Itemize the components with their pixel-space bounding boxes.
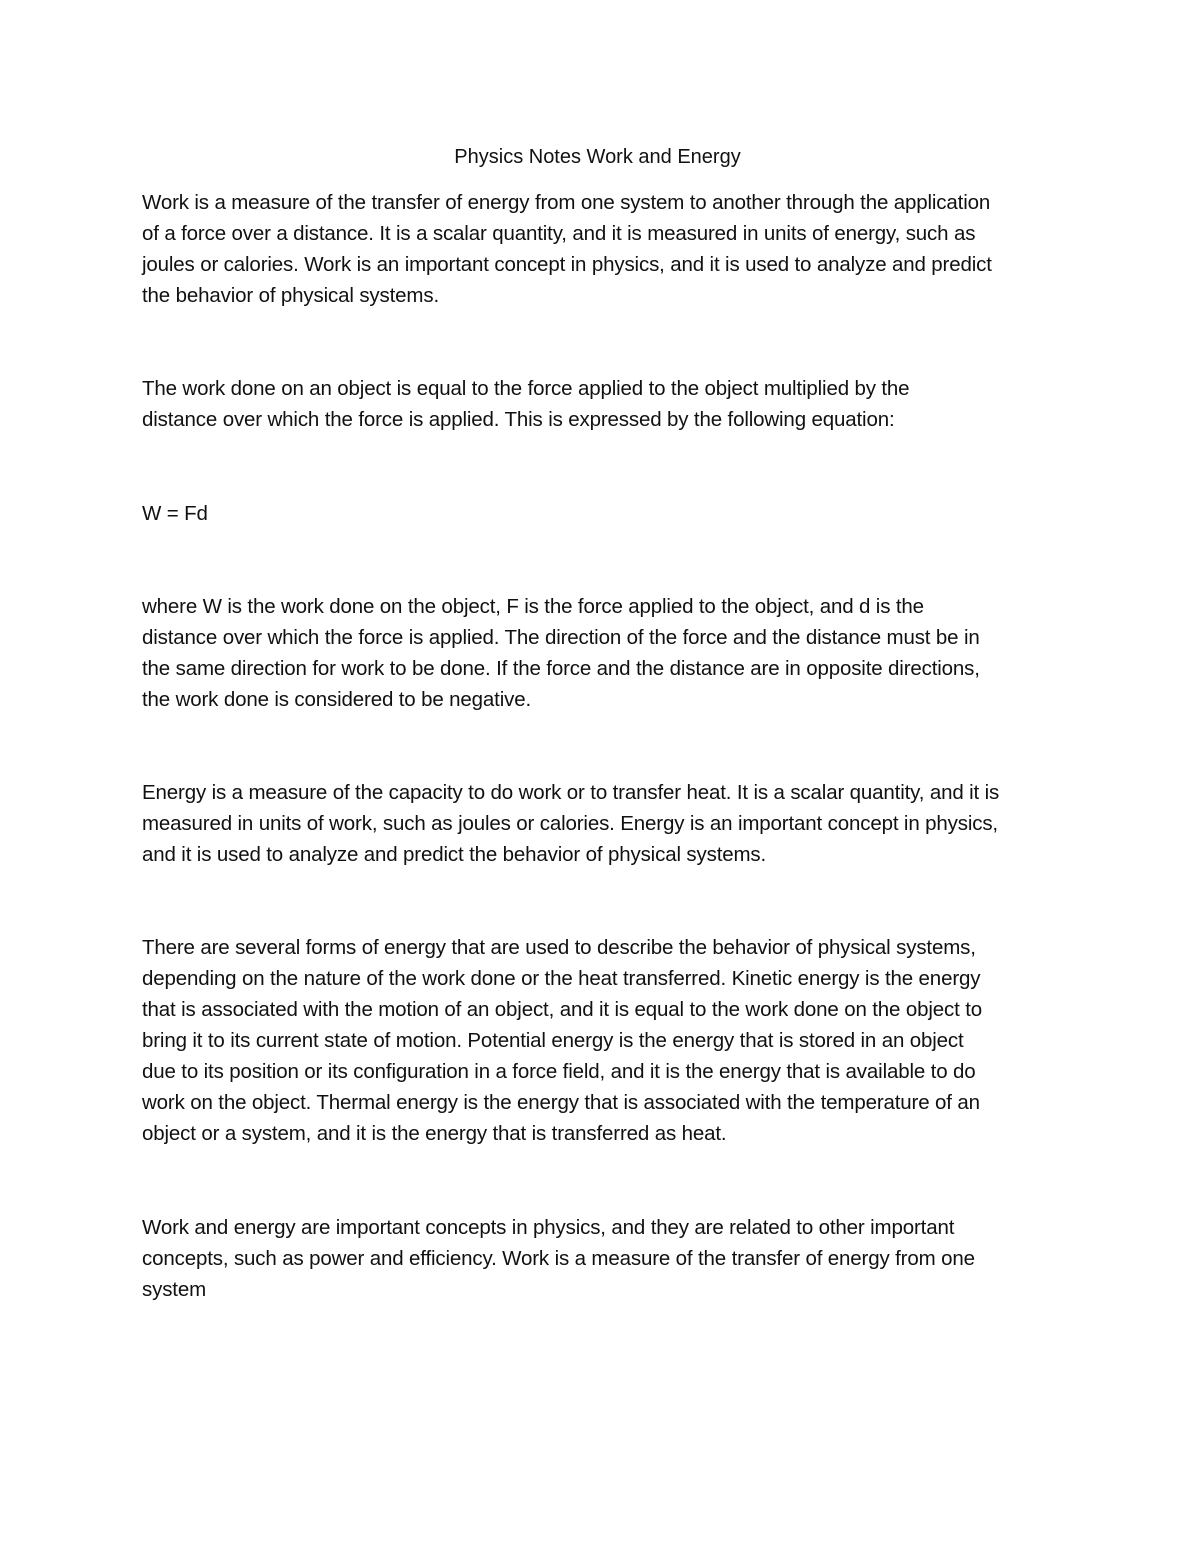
paragraph-line: Work and energy are important concepts in physics, and they are related to other important [142, 1216, 955, 1239]
paragraph-line: the same direction for work to be done. If the force and the distance are in opposite directions, [142, 657, 980, 680]
paragraph-line: depending on the nature of the work done or the heat transferred. Kinetic energy is the energy [142, 967, 981, 990]
paragraph-line: system [142, 1278, 207, 1301]
paragraph-line: There are several forms of energy that are used to describe the behavior of physical systems, [142, 936, 976, 959]
paragraph-line: joules or calories. Work is an important concept in physics, and it is used to analyze and predict [142, 253, 992, 276]
paragraph-line: concepts, such as power and efficiency. Work is a measure of the transfer of energy from one [142, 1247, 975, 1270]
paragraph-line: bring it to its current state of motion. Potential energy is the energy that is stored in an object [142, 1029, 964, 1052]
paragraph-forms-of-energy [142, 932, 1072, 1149]
paragraph-equation-explanation [142, 591, 1072, 715]
paragraph-line: distance over which the force is applied. The direction of the force and the distance must be in [142, 626, 980, 649]
paragraph-line: and it is used to analyze and predict the behavior of physical systems. [142, 843, 767, 866]
paragraph-line: Energy is a measure of the capacity to do work or to transfer heat. It is a scalar quantity, and it is [142, 781, 1000, 804]
paragraph-energy-definition [142, 777, 1072, 870]
paragraph-line: due to its position or its configuration in a force field, and it is the energy that is available to do [142, 1060, 976, 1083]
equation-line: W = Fd [142, 502, 208, 525]
paragraph-line: the work done is considered to be negative. [142, 688, 531, 711]
paragraph-line: Work is a measure of the transfer of energy from one system to another through the application [142, 191, 991, 214]
paragraph-work-done [142, 373, 1072, 435]
paragraph-line: distance over which the force is applied. This is expressed by the following equation: [142, 408, 895, 431]
paragraph-line: work on the object. Thermal energy is the energy that is associated with the temperature of an [142, 1091, 980, 1114]
paragraph-line: that is associated with the motion of an object, and it is equal to the work done on the object to [142, 998, 982, 1021]
equation [142, 498, 1072, 529]
paragraph-line: where W is the work done on the object, F is the force applied to the object, and d is the [142, 595, 924, 618]
paragraph-line: the behavior of physical systems. [142, 284, 439, 307]
paragraph-line: object or a system, and it is the energy that is transferred as heat. [142, 1122, 727, 1145]
paragraph-work-definition [142, 187, 1072, 311]
document-title: Physics Notes Work and Energy [454, 146, 741, 168]
paragraph-related-concepts [142, 1212, 1072, 1305]
paragraph-line: measured in units of work, such as joules or calories. Energy is an important concept in physics, [142, 812, 998, 835]
paragraph-line: of a force over a distance. It is a scalar quantity, and it is measured in units of energy, such as [142, 222, 976, 245]
paragraph-line: The work done on an object is equal to the force applied to the object multiplied by the [142, 377, 910, 400]
